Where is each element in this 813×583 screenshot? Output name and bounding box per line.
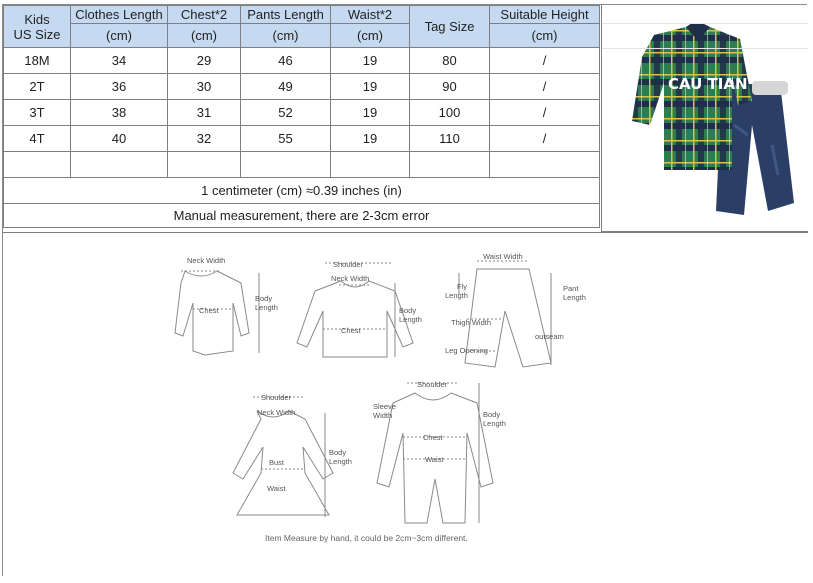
label-body-length: Body xyxy=(483,410,501,419)
label-fly-length: Fly xyxy=(457,282,467,291)
cell-clothes-length: 40 xyxy=(71,126,168,152)
cell-pants-length: 49 xyxy=(241,74,331,100)
cell-waist: 19 xyxy=(331,48,410,74)
cell-tag-size: 80 xyxy=(410,48,490,74)
label-fly-length: Length xyxy=(445,291,468,300)
empty-cell xyxy=(4,152,71,178)
empty-cell xyxy=(410,152,490,178)
label-body-length: Length xyxy=(255,303,278,312)
cell-tag-size: 100 xyxy=(410,100,490,126)
cell-chest: 31 xyxy=(168,100,241,126)
header-suitable-height: Suitable Height xyxy=(490,6,600,24)
empty-cell xyxy=(241,152,331,178)
label-shoulder: Shoulder xyxy=(417,380,448,389)
error-row xyxy=(4,204,600,228)
cell-chest: 32 xyxy=(168,126,241,152)
cell-pants-length: 52 xyxy=(241,100,331,126)
label-chest: Chest xyxy=(199,306,219,315)
product-photo xyxy=(601,5,808,232)
error-note: Manual measurement, there are 2-3cm error xyxy=(4,204,600,228)
label-body-length: Body xyxy=(399,306,417,315)
label-waist: Waist xyxy=(425,455,444,464)
header-clothes-length: Clothes Length xyxy=(71,6,168,24)
empty-cell xyxy=(331,152,410,178)
label-shoulder: Shoulder xyxy=(261,393,292,402)
label-sleeve-width: Width xyxy=(373,411,393,420)
label-neck-width: Neck Width xyxy=(187,256,226,265)
header-waist: Waist*2 xyxy=(331,6,410,24)
outfit-illustration xyxy=(602,5,809,232)
label-sleeve-width: Sleeve xyxy=(373,402,396,411)
table-row xyxy=(4,48,600,74)
unit-cell: (cm) xyxy=(331,24,410,48)
cell-waist: 19 xyxy=(331,100,410,126)
header-size-top: Kids xyxy=(24,11,50,27)
cell-chest: 29 xyxy=(168,48,241,74)
cell-size: 2T xyxy=(4,74,71,100)
label-chest: Chest xyxy=(423,433,443,442)
empty-cell xyxy=(490,152,600,178)
label-body-length: Length xyxy=(399,315,422,324)
table-row xyxy=(4,100,600,126)
empty-cell xyxy=(71,152,168,178)
spreadsheet-gridline xyxy=(602,48,808,49)
unit-cell: (cm) xyxy=(71,24,168,48)
cell-clothes-length: 38 xyxy=(71,100,168,126)
cell-waist: 19 xyxy=(331,126,410,152)
conversion-row xyxy=(4,178,600,204)
label-neck-width: Neck Width xyxy=(331,274,370,283)
label-pant-length: Pant xyxy=(563,284,579,293)
label-body-length: Length xyxy=(483,419,506,428)
table-row-empty xyxy=(4,152,600,178)
header-pants-length: Pants Length xyxy=(241,6,331,24)
cell-clothes-length: 36 xyxy=(71,74,168,100)
unit-cell: (cm) xyxy=(490,24,600,48)
label-waist-width: Waist Width xyxy=(483,252,523,261)
table-row xyxy=(4,126,600,152)
label-shoulder: Shoulder xyxy=(333,260,364,269)
cell-chest: 30 xyxy=(168,74,241,100)
size-chart-sheet xyxy=(2,4,807,576)
header-tag-size: Tag Size xyxy=(410,6,490,48)
measurement-illustrations xyxy=(3,233,808,578)
cell-size: 3T xyxy=(4,100,71,126)
cell-height: / xyxy=(490,74,600,100)
size-table xyxy=(3,5,600,228)
label-body-length: Body xyxy=(329,448,347,457)
label-body-length: Length xyxy=(329,457,352,466)
label-neck-width: Neck Width xyxy=(257,408,296,417)
cell-waist: 19 xyxy=(331,74,410,100)
header-size-bottom: US Size xyxy=(13,26,61,42)
label-pant-length: Length xyxy=(563,293,586,302)
cell-height: / xyxy=(490,100,600,126)
empty-cell xyxy=(168,152,241,178)
label-chest: Chest xyxy=(341,326,361,335)
cell-pants-length: 46 xyxy=(241,48,331,74)
header-row xyxy=(4,6,600,24)
cell-pants-length: 55 xyxy=(241,126,331,152)
cell-clothes-length: 34 xyxy=(71,48,168,74)
cell-height: / xyxy=(490,126,600,152)
spreadsheet-gridline xyxy=(602,23,808,24)
shirt-print-text: CAU TIAN xyxy=(668,75,748,93)
cell-tag-size: 90 xyxy=(410,74,490,100)
measure-caption: Item Measure by hand, it could be 2cm~3cm different. xyxy=(265,533,468,543)
header-chest: Chest*2 xyxy=(168,6,241,24)
cell-size: 4T xyxy=(4,126,71,152)
table-row xyxy=(4,74,600,100)
label-outseam: outseam xyxy=(535,332,564,341)
label-body-length: Body xyxy=(255,294,273,303)
unit-cell: (cm) xyxy=(168,24,241,48)
cell-height: / xyxy=(490,48,600,74)
label-waist: Waist xyxy=(267,484,286,493)
measurement-diagram xyxy=(3,232,808,577)
label-thigh-width: Thigh Width xyxy=(451,318,492,327)
unit-row xyxy=(4,24,600,48)
cell-tag-size: 110 xyxy=(410,126,490,152)
conversion-note: 1 centimeter (cm) ≈0.39 inches (in) xyxy=(4,178,600,204)
label-leg-opening: Leg Opening xyxy=(445,346,488,355)
label-bust: Bust xyxy=(269,458,285,467)
cell-size: 18M xyxy=(4,48,71,74)
header-size xyxy=(4,6,71,48)
unit-cell: (cm) xyxy=(241,24,331,48)
